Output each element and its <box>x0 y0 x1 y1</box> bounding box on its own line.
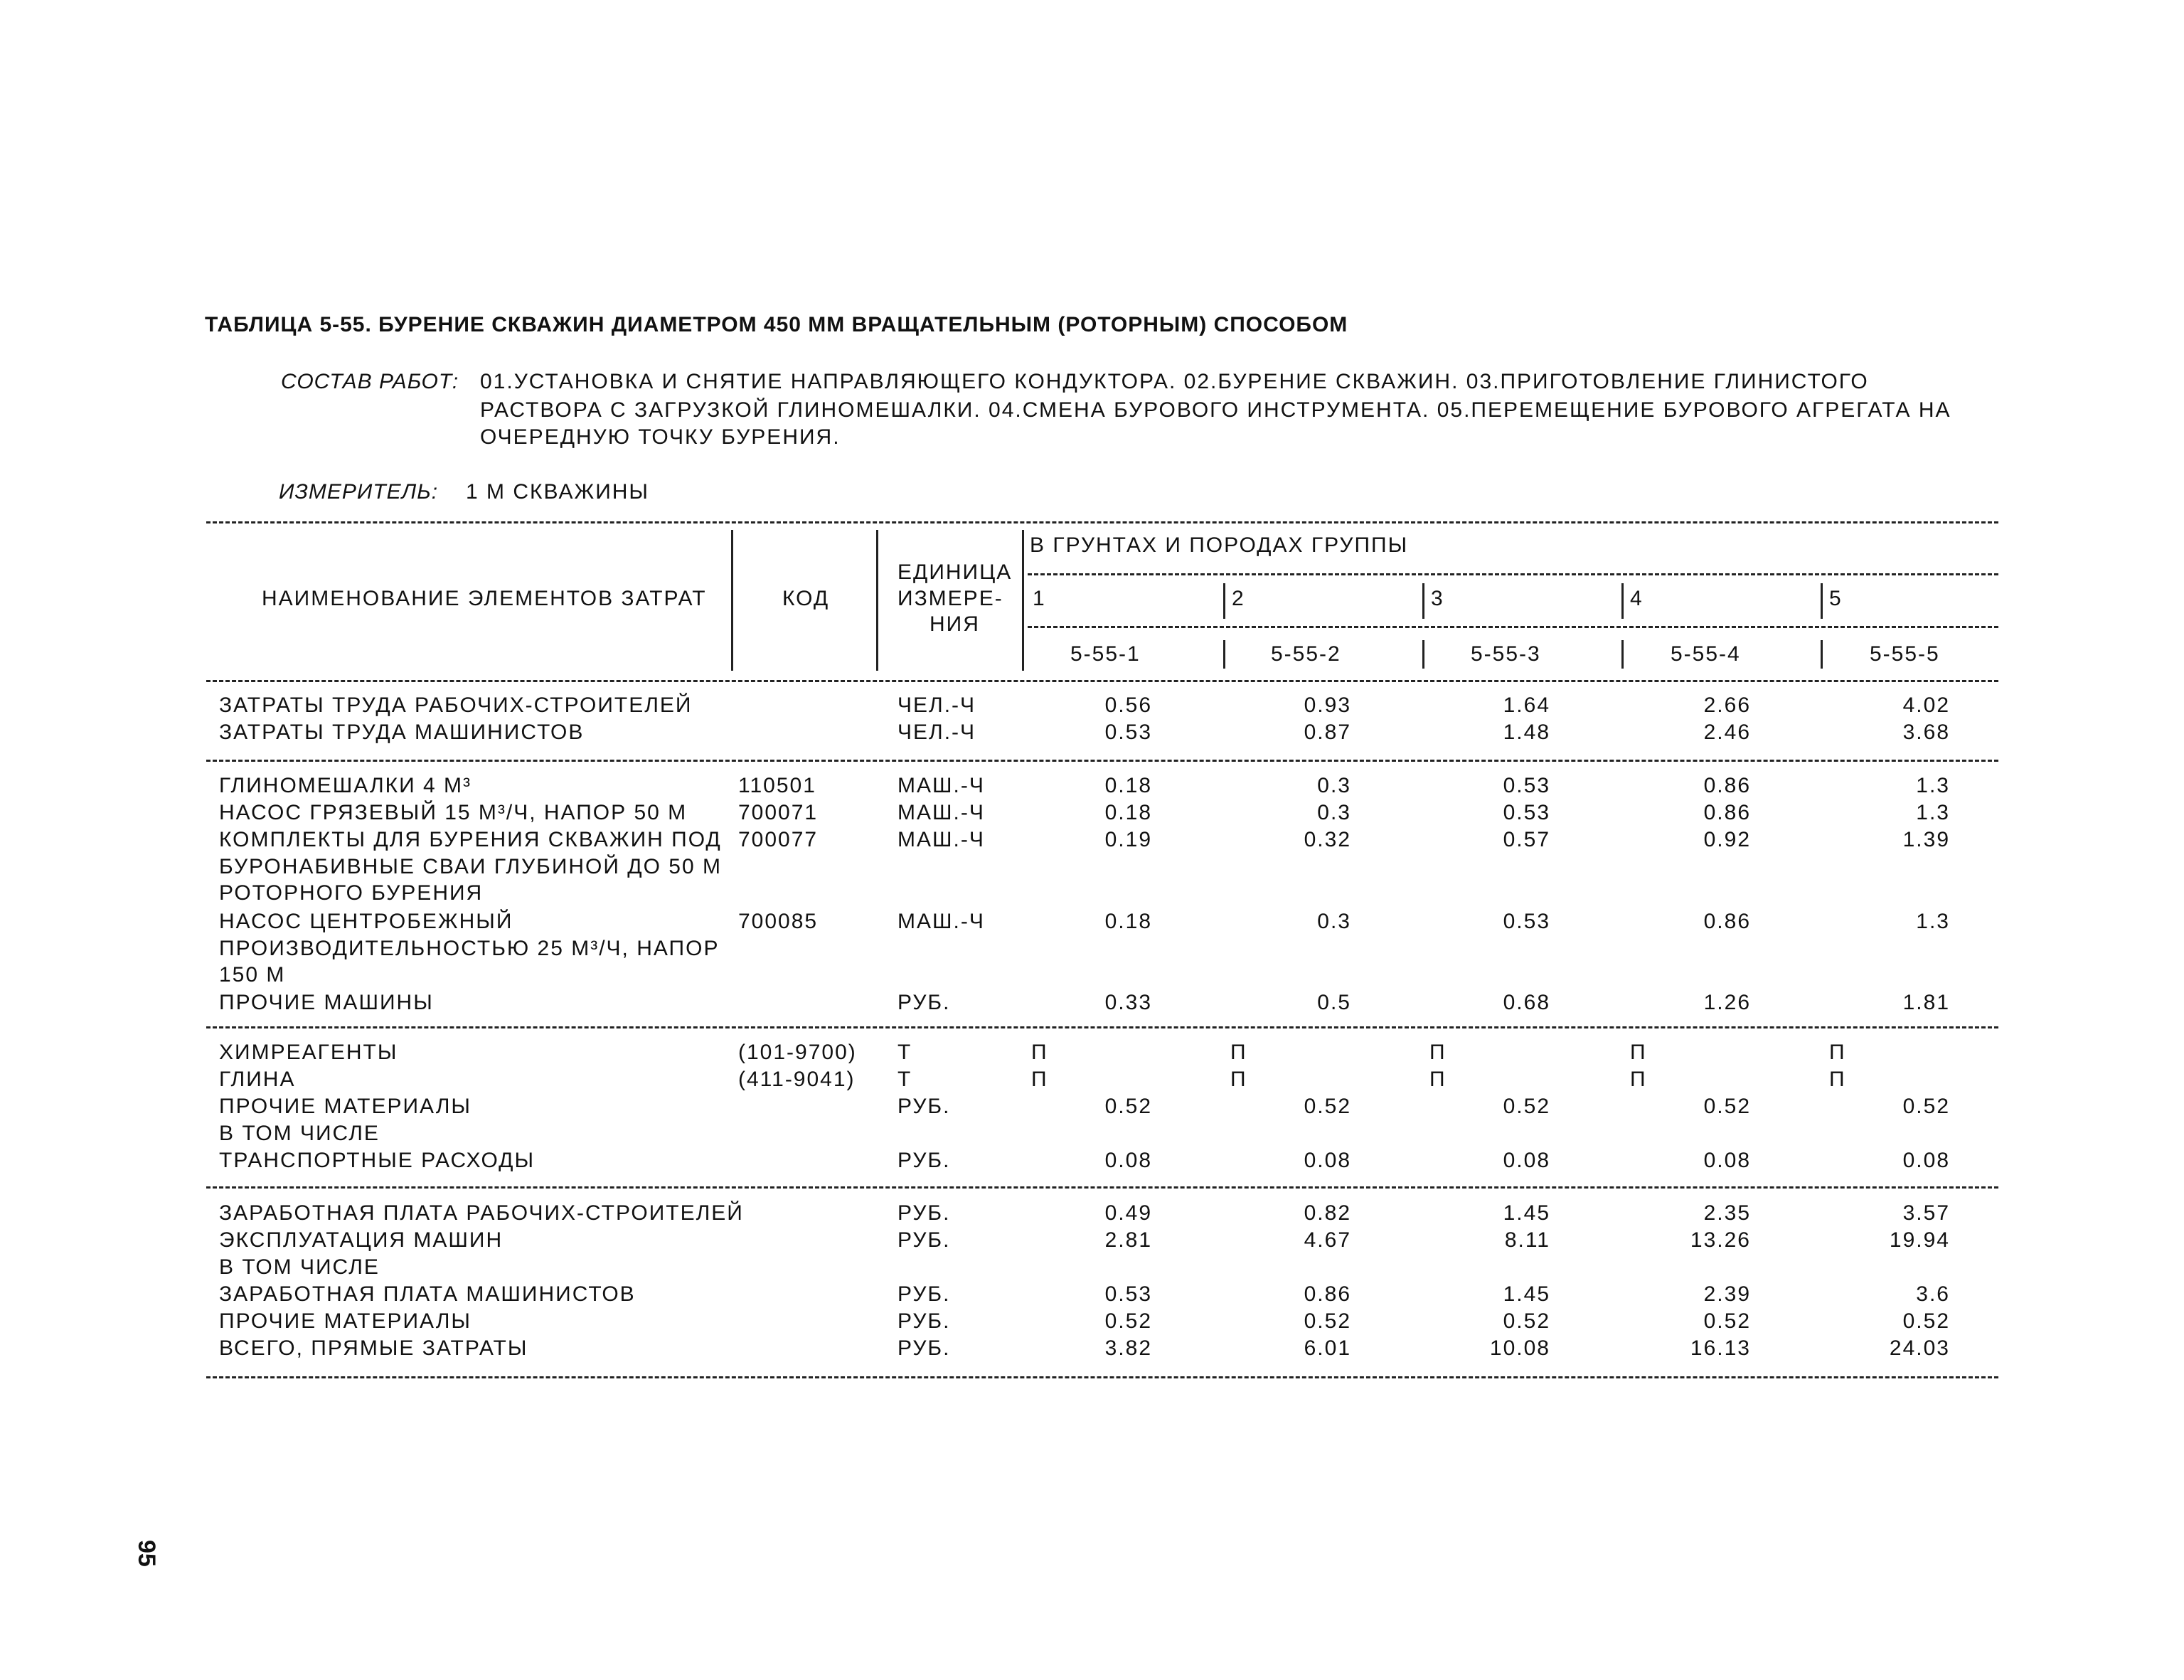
row-value: 0.18 <box>1104 774 1152 797</box>
row-name: ГЛИНА <box>219 1068 296 1091</box>
header-divider <box>731 530 733 671</box>
row-value: 0.86 <box>1703 801 1751 824</box>
row-value: 24.03 <box>1889 1336 1950 1360</box>
table-rule <box>206 1026 1998 1028</box>
row-unit: РУБ. <box>897 1095 951 1118</box>
row-unit: МАШ.-Ч <box>897 774 985 797</box>
row-value: П <box>1630 1041 1647 1064</box>
row-value: П <box>1829 1068 1846 1091</box>
header-norm: 5-55-2 <box>1271 642 1341 666</box>
row-unit: РУБ. <box>897 1336 951 1360</box>
header-norm: 5-55-5 <box>1870 642 1940 666</box>
row-value: 2.46 <box>1703 721 1751 744</box>
row-value: 0.3 <box>1317 910 1351 933</box>
header-divider <box>876 530 878 671</box>
header-divider <box>1621 583 1624 619</box>
row-name: ЭКСПЛУАТАЦИЯ МАШИН <box>219 1228 504 1252</box>
row-name: ХИМРЕАГЕНТЫ <box>219 1041 398 1064</box>
row-value: 0.92 <box>1703 828 1751 851</box>
row-value: 0.08 <box>1503 1149 1550 1172</box>
row-value: 3.68 <box>1902 721 1950 744</box>
row-name: РОТОРНОГО БУРЕНИЯ <box>219 881 484 905</box>
row-value: 0.53 <box>1503 774 1550 797</box>
row-name: ПРОИЗВОДИТЕЛЬНОСТЬЮ 25 М³/Ч, НАПОР <box>219 936 720 960</box>
row-name: ЗАРАБОТНАЯ ПЛАТА МАШИНИСТОВ <box>219 1282 636 1306</box>
row-name: ГЛИНОМЕШАЛКИ 4 М³ <box>219 774 472 797</box>
row-unit: РУБ. <box>897 991 951 1014</box>
row-unit: Т <box>897 1041 912 1064</box>
row-value: 0.08 <box>1703 1149 1751 1172</box>
row-unit: МАШ.-Ч <box>897 910 985 933</box>
row-value: 4.67 <box>1304 1228 1351 1252</box>
row-code: 700077 <box>738 828 819 851</box>
row-name: НАСОС ЦЕНТРОБЕЖНЫЙ <box>219 910 513 933</box>
composition-line: ОЧЕРЕДНУЮ ТОЧКУ БУРЕНИЯ. <box>480 425 841 449</box>
row-value: 13.26 <box>1690 1228 1751 1252</box>
row-value: 0.52 <box>1104 1309 1152 1333</box>
row-name: ПРОЧИЕ МАШИНЫ <box>219 991 434 1014</box>
row-name: НАСОС ГРЯЗЕВЫЙ 15 М³/Ч, НАПОР 50 М <box>219 801 688 824</box>
row-value: 0.19 <box>1104 828 1152 851</box>
header-norm: 5-55-4 <box>1671 642 1741 666</box>
row-value: 0.57 <box>1503 828 1550 851</box>
row-value: П <box>1031 1041 1048 1064</box>
composition-label: СОСТАВ РАБОТ: <box>281 370 459 393</box>
row-unit: МАШ.-Ч <box>897 828 985 851</box>
row-value: 1.45 <box>1503 1282 1550 1306</box>
table-rule <box>206 1376 1998 1378</box>
row-value: 0.52 <box>1503 1309 1550 1333</box>
row-value: П <box>1829 1041 1846 1064</box>
header-divider <box>1422 583 1424 619</box>
row-value: П <box>1630 1068 1647 1091</box>
header-norm: 5-55-3 <box>1471 642 1541 666</box>
row-value: 0.52 <box>1902 1309 1950 1333</box>
header-unit: ИЗМЕРЕ- <box>897 587 1003 610</box>
row-value: 0.53 <box>1503 910 1550 933</box>
row-unit: РУБ. <box>897 1228 951 1252</box>
row-value: 0.53 <box>1104 721 1152 744</box>
row-name: БУРОНАБИВНЫЕ СВАИ ГЛУБИНОЙ ДО 50 М <box>219 854 722 878</box>
row-value: 0.5 <box>1317 991 1351 1014</box>
row-value: 1.26 <box>1703 991 1751 1014</box>
table-title: ТАБЛИЦА 5-55. БУРЕНИЕ СКВАЖИН ДИАМЕТРОМ 450 ММ ВРАЩАТЕЛЬНЫМ (РОТОРНЫМ) СПОСОБОМ <box>205 313 1348 336</box>
row-unit: ЧЕЛ.-Ч <box>897 693 976 717</box>
row-value: 0.52 <box>1304 1095 1351 1118</box>
row-value: 2.35 <box>1703 1201 1751 1225</box>
header-unit: НИЯ <box>929 612 980 636</box>
header-divider <box>1223 640 1225 669</box>
row-value: 0.52 <box>1703 1309 1751 1333</box>
row-code: (411-9041) <box>738 1068 856 1091</box>
composition-line: РАСТВОРА С ЗАГРУЗКОЙ ГЛИНОМЕШАЛКИ. 04.СМЕНА БУРОВОГО ИНСТРУМЕНТА. 05.ПЕРЕМЕЩЕНИЕ БУРОВОГО АГРЕГАТА НА <box>480 398 1951 422</box>
row-value: П <box>1429 1041 1447 1064</box>
row-value: 0.49 <box>1104 1201 1152 1225</box>
header-rule <box>1028 573 1998 575</box>
row-value: 0.33 <box>1104 991 1152 1014</box>
header-group: 5 <box>1829 587 1843 610</box>
row-name: В ТОМ ЧИСЛЕ <box>219 1255 380 1279</box>
row-value: 0.87 <box>1304 721 1351 744</box>
row-value: 16.13 <box>1690 1336 1751 1360</box>
row-value: 3.82 <box>1104 1336 1152 1360</box>
header-group: 2 <box>1232 587 1245 610</box>
header-name: НАИМЕНОВАНИЕ ЭЛЕМЕНТОВ ЗАТРАТ <box>262 587 707 610</box>
row-unit: РУБ. <box>897 1201 951 1225</box>
header-code: КОД <box>782 587 830 610</box>
header-group: 4 <box>1630 587 1644 610</box>
row-value: 0.3 <box>1317 801 1351 824</box>
table-rule <box>206 521 1998 523</box>
header-divider <box>1223 583 1225 619</box>
meter-value: 1 М СКВАЖИНЫ <box>466 480 649 504</box>
row-name: ПРОЧИЕ МАТЕРИАЛЫ <box>219 1095 472 1118</box>
row-value: 3.6 <box>1916 1282 1950 1306</box>
row-value: 1.45 <box>1503 1201 1550 1225</box>
meter-label: ИЗМЕРИТЕЛЬ: <box>279 480 439 504</box>
row-value: П <box>1031 1068 1048 1091</box>
row-value: 0.3 <box>1317 774 1351 797</box>
header-unit: ЕДИНИЦА <box>897 560 1013 584</box>
row-name: ПРОЧИЕ МАТЕРИАЛЫ <box>219 1309 472 1333</box>
row-code: 700071 <box>738 801 819 824</box>
row-value: 2.66 <box>1703 693 1751 717</box>
header-group: 3 <box>1431 587 1444 610</box>
row-unit: МАШ.-Ч <box>897 801 985 824</box>
header-group-title: В ГРУНТАХ И ПОРОДАХ ГРУППЫ <box>1030 533 1409 557</box>
row-value: 1.3 <box>1916 801 1950 824</box>
row-value: 4.02 <box>1902 693 1950 717</box>
row-value: 3.57 <box>1902 1201 1950 1225</box>
header-divider <box>1022 530 1024 671</box>
row-value: 1.64 <box>1503 693 1550 717</box>
row-value: 2.39 <box>1703 1282 1751 1306</box>
row-value: 10.08 <box>1489 1336 1550 1360</box>
row-value: П <box>1429 1068 1447 1091</box>
row-value: 0.18 <box>1104 801 1152 824</box>
row-value: 8.11 <box>1504 1228 1550 1252</box>
row-value: 0.86 <box>1304 1282 1351 1306</box>
row-value: 0.32 <box>1304 828 1351 851</box>
table-rule <box>206 680 1998 682</box>
row-value: 0.08 <box>1104 1149 1152 1172</box>
page-number: 95 <box>133 1540 160 1567</box>
header-group: 1 <box>1033 587 1046 610</box>
table-rule <box>206 760 1998 762</box>
row-name: КОМПЛЕКТЫ ДЛЯ БУРЕНИЯ СКВАЖИН ПОД <box>219 828 722 851</box>
row-value: 1.48 <box>1503 721 1550 744</box>
header-norm: 5-55-1 <box>1070 642 1141 666</box>
row-unit: РУБ. <box>897 1309 951 1333</box>
row-unit: РУБ. <box>897 1282 951 1306</box>
row-value: 0.52 <box>1703 1095 1751 1118</box>
row-name: ЗАТРАТЫ ТРУДА МАШИНИСТОВ <box>219 721 585 744</box>
row-value: 0.53 <box>1503 801 1550 824</box>
row-name: ВСЕГО, ПРЯМЫЕ ЗАТРАТЫ <box>219 1336 528 1360</box>
row-value: 1.3 <box>1916 910 1950 933</box>
row-value: 1.3 <box>1916 774 1950 797</box>
row-value: 0.52 <box>1104 1095 1152 1118</box>
header-divider <box>1621 640 1624 669</box>
row-value: 0.18 <box>1104 910 1152 933</box>
header-rule <box>1028 626 1998 628</box>
header-divider <box>1422 640 1424 669</box>
row-code: 110501 <box>738 774 816 797</box>
table-rule <box>206 1186 1998 1189</box>
row-name: 150 М <box>219 963 286 987</box>
row-name: ЗАТРАТЫ ТРУДА РАБОЧИХ-СТРОИТЕЛЕЙ <box>219 693 693 717</box>
row-value: 2.81 <box>1104 1228 1152 1252</box>
row-name: ТРАНСПОРТНЫЕ РАСХОДЫ <box>219 1149 536 1172</box>
row-value: 6.01 <box>1304 1336 1351 1360</box>
row-value: 0.82 <box>1304 1201 1351 1225</box>
row-value: 0.86 <box>1703 774 1751 797</box>
row-value: 0.52 <box>1902 1095 1950 1118</box>
row-value: 1.39 <box>1902 828 1950 851</box>
row-value: 0.56 <box>1104 693 1152 717</box>
header-divider <box>1821 583 1823 619</box>
row-value: 0.86 <box>1703 910 1751 933</box>
row-name: ЗАРАБОТНАЯ ПЛАТА РАБОЧИХ-СТРОИТЕЛЕЙ <box>219 1201 744 1225</box>
row-value: 0.08 <box>1902 1149 1950 1172</box>
row-unit: Т <box>897 1068 912 1091</box>
row-value: П <box>1230 1068 1247 1091</box>
row-unit: ЧЕЛ.-Ч <box>897 721 976 744</box>
row-value: 19.94 <box>1889 1228 1950 1252</box>
row-name: В ТОМ ЧИСЛЕ <box>219 1122 380 1145</box>
row-unit: РУБ. <box>897 1149 951 1172</box>
row-value: 0.52 <box>1503 1095 1550 1118</box>
composition-line: 01.УСТАНОВКА И СНЯТИЕ НАПРАВЛЯЮЩЕГО КОНДУКТОРА. 02.БУРЕНИЕ СКВАЖИН. 03.ПРИГОТОВЛЕНИЕ ГЛИНИСТОГО <box>480 370 1869 393</box>
row-value: 0.68 <box>1503 991 1550 1014</box>
row-value: 0.08 <box>1304 1149 1351 1172</box>
row-value: П <box>1230 1041 1247 1064</box>
row-value: 0.52 <box>1304 1309 1351 1333</box>
row-value: 1.81 <box>1902 991 1950 1014</box>
row-code: 700085 <box>738 910 819 933</box>
row-code: (101-9700) <box>738 1041 857 1064</box>
row-value: 0.93 <box>1304 693 1351 717</box>
row-value: 0.53 <box>1104 1282 1152 1306</box>
header-divider <box>1821 640 1823 669</box>
